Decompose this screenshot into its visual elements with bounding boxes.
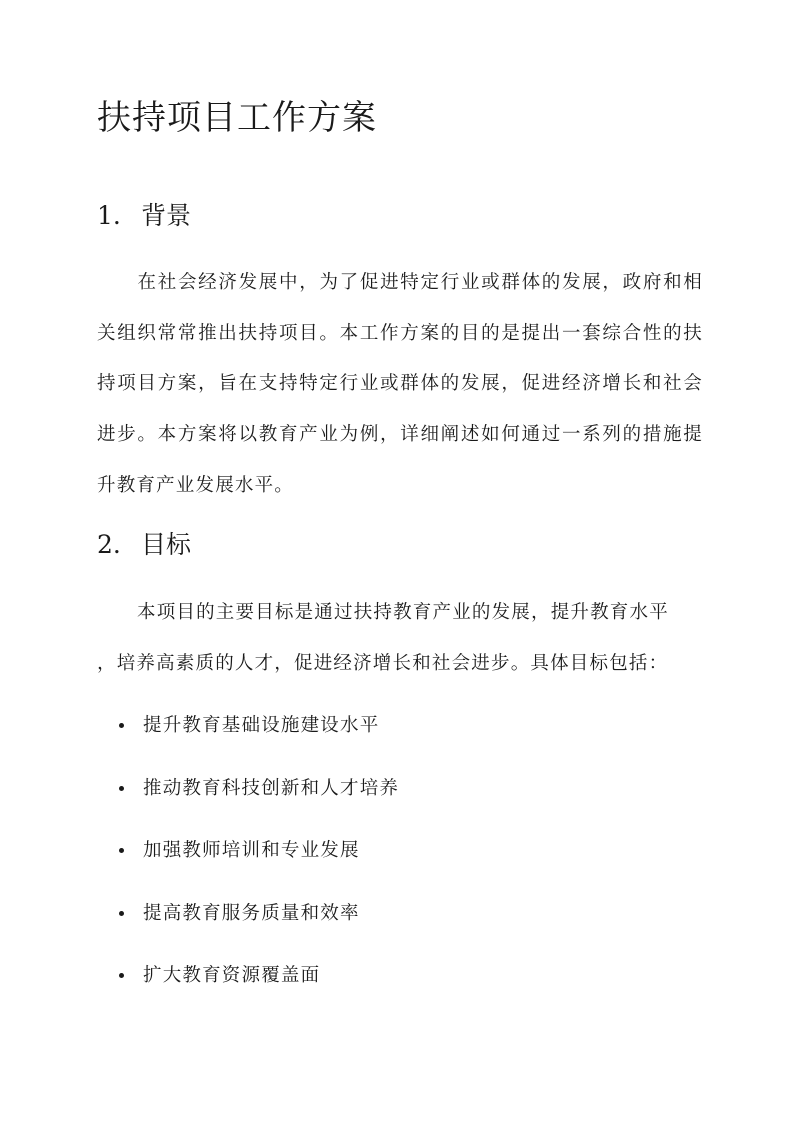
bullet-icon bbox=[119, 911, 124, 916]
goals-bullet-list bbox=[97, 701, 399, 1014]
background-paragraph bbox=[97, 258, 703, 512]
bullet-icon bbox=[119, 848, 124, 853]
section-number: 1. bbox=[97, 201, 121, 230]
list-item: 提升教育基础设施建设水平 bbox=[97, 701, 399, 764]
list-item: 提高教育服务质量和效率 bbox=[97, 889, 399, 952]
goals-paragraph-line1: 本项目的主要目标是通过扶持教育产业的发展，提升教育水平 bbox=[137, 602, 669, 623]
list-item: 加强教师培训和专业发展 bbox=[97, 826, 399, 889]
background-paragraph-text: 在社会经济发展中，为了促进特定行业或群体的发展，政府和相关组织常常推出扶持项目。本工作方案的目的是提出一套综合性的扶持项目方案，旨在支持特定行业或群体的发展，促进经济增长和社会进步。本方案将以教育产业为例，详细阐述如何通过一系列的措施提升教育产业发展水平。 bbox=[97, 272, 703, 496]
bullet-icon bbox=[119, 723, 124, 728]
section-heading-background bbox=[97, 196, 191, 236]
list-item: 扩大教育资源覆盖面 bbox=[97, 951, 399, 1014]
section-heading-goals bbox=[97, 525, 191, 565]
goals-paragraph bbox=[97, 588, 703, 689]
section-title: 目标 bbox=[141, 530, 192, 559]
bullet-icon bbox=[119, 973, 124, 978]
list-item: 推动教育科技创新和人才培养 bbox=[97, 764, 399, 827]
section-title: 背景 bbox=[141, 201, 192, 230]
goals-paragraph-line2: ，培养高素质的人才，促进经济增长和社会进步。具体目标包括： bbox=[97, 652, 669, 674]
bullet-icon bbox=[119, 786, 124, 791]
document-title: 扶持项目工作方案 bbox=[97, 98, 377, 138]
section-number: 2. bbox=[97, 530, 121, 559]
